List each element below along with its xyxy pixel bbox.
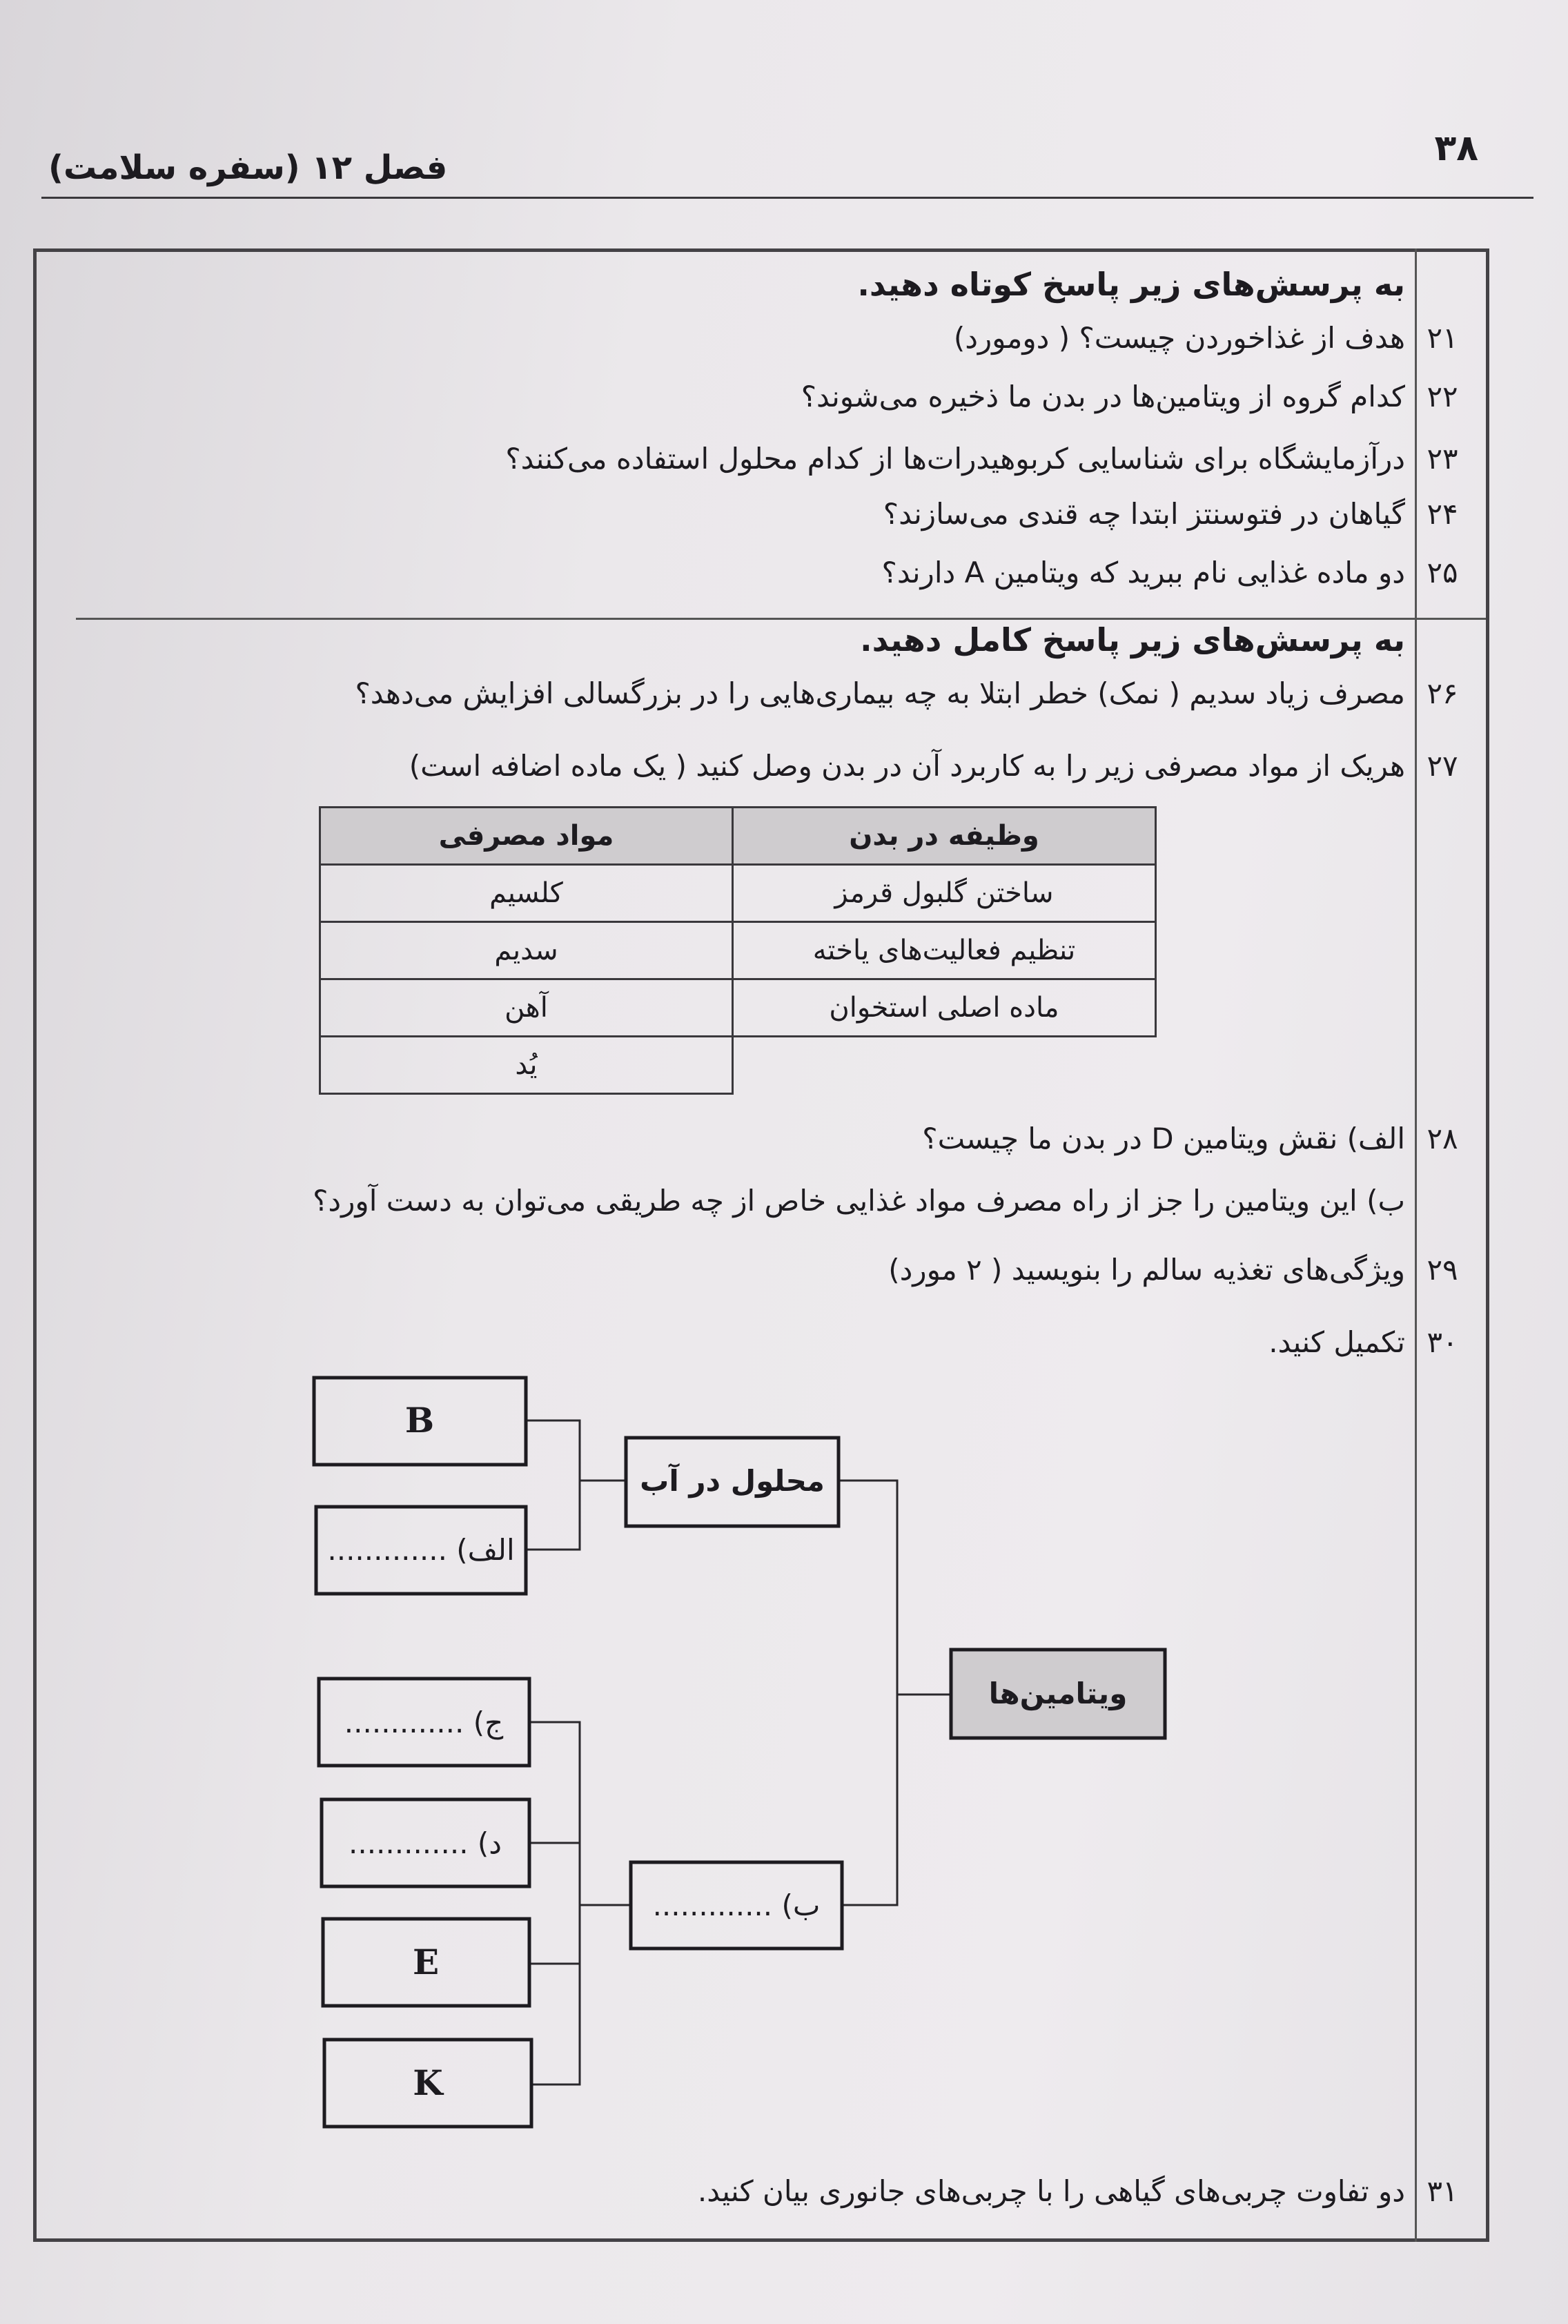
question-text: هریک از مواد مصرفی زیر را به کاربرد آن در بدن وصل کنید ( یک ماده اضافه است) [409,749,1405,783]
question-number: ۲۴ [1427,497,1458,531]
table-cell-function: تنظیم فعالیت‌های یاخته [733,922,1156,979]
chapter-title: فصل ۱۲ (سفره سلامت) [48,148,448,187]
question-text: گیاهان در فتوسنتز ابتدا چه قندی می‌سازند؟ [883,497,1405,531]
page-number: ۳۸ [1434,128,1478,169]
question-text: دو تفاوت چربی‌های گیاهی را با چربی‌های جانوری بیان کنید. [697,2174,1405,2208]
question-text: مصرف زیاد سدیم ( نمک) خطر ابتلا به چه بیماری‌هایی را در بزرگسالی افزایش می‌دهد؟ [355,676,1405,710]
table-cell-material: سدیم [320,922,733,979]
question-text: هدف از غذاخوردن چیست؟ ( دومورد) [953,321,1405,355]
diagram-item-label: د) ............. [349,1826,502,1860]
question-number: ۲۱ [1427,321,1458,355]
diagram-item-label: B [404,1400,435,1441]
diagram-item-label: E [412,1942,440,1982]
question-number: ۲۸ [1427,1122,1458,1155]
question-number: ۲۶ [1427,676,1458,710]
question-number: ۲۲ [1427,380,1458,413]
question-number: ۳۱ [1427,2174,1458,2208]
diagram-fat-label: ب) ............. [652,1888,821,1922]
question-text: الف) نقش ویتامین D در بدن ما چیست؟ [922,1122,1405,1155]
section-heading-short: به پرسش‌های زیر پاسخ کوتاه دهید. [857,266,1405,303]
question-text: درآزمایشگاه برای شناسایی کربوهیدرات‌ها از کدام محلول استفاده می‌کنند؟ [505,442,1405,476]
diagram-item-label: K [413,2062,443,2103]
diagram-item-label: ج) ............. [344,1706,504,1739]
diagram-root-label: ویتامین‌ها [988,1677,1128,1710]
table-cell-material: کلسیم [320,865,733,922]
diagram-item-label: الف) ............. [327,1533,515,1567]
question-number: ۲۳ [1427,442,1458,476]
question-text: کدام گروه از ویتامین‌ها در بدن ما ذخیره می‌شوند؟ [801,380,1405,413]
question-number: ۲۵ [1427,556,1458,589]
question-number: ۲۷ [1427,749,1458,783]
table-cell-material: یُد [320,1037,733,1094]
diagram-water-label: محلول در آب [640,1464,825,1498]
question-text: دو ماده غذایی نام ببرید که ویتامین A دارند؟ [881,556,1405,589]
question-text: تکمیل کنید. [1268,1325,1405,1359]
question-number: ۲۹ [1427,1253,1458,1287]
section-heading-full: به پرسش‌های زیر پاسخ کامل دهید. [860,621,1405,658]
table-cell-function: ساختن گلبول قرمز [733,865,1156,922]
table-cell-function: ماده اصلی استخوان [733,979,1156,1037]
question-number: ۳۰ [1427,1325,1458,1359]
question-text: ویژگی‌های تغذیه سالم را بنویسید ( ۲ مورد) [888,1253,1405,1287]
table-header-material: مواد مصرفی [320,808,733,865]
table-header-function: وظیفه در بدن [733,808,1156,865]
question-text: ب) این ویتامین را جز از راه مصرف مواد غذایی خاص از چه طریقی می‌توان به دست آورد؟ [313,1184,1405,1218]
table-cell-material: آهن [320,979,733,1037]
